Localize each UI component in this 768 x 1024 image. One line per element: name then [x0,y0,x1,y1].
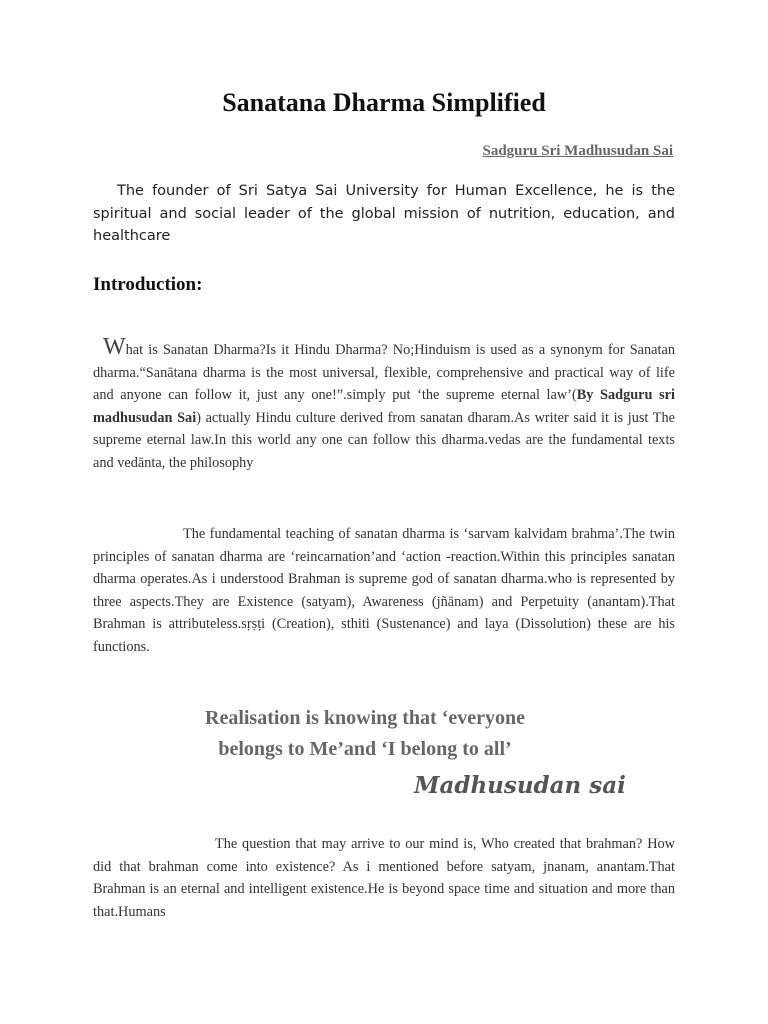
question-paragraph: The question that may arrive to our mind is, Who created that brahman? How did that brahman come into existence? As i mentioned before satyam, jnanam, anantam.That Brahman is an eternal and intelligent existence.He is beyond space time and situation and more than that.Humans [93,836,675,920]
quote-signature: Madhusudan sai [414,772,626,799]
drop-cap: W [103,334,126,360]
quote-block [150,703,580,765]
document-title: Sanatana Dharma Simplified [222,88,546,117]
intro-text-start: hat is Sanatan Dharma?Is it Hindu Dharma? No;Hinduism is used as a synonym for Sanatan dharma.“Sanātana dharma is the most universal, flexible, comprehensive and practical way of life and anyone can follow it, just any one!”.simply put ‘the supreme eternal law’( [93,342,675,403]
intro-text-end: ) actually Hindu culture derived from sanatan dharam.As writer said it is just The supreme eternal law.In this world any one can follow this dharma.vedas are the fundamental texts and vedānta, the philosophy [93,409,676,471]
introduction-paragraph [93,336,675,474]
author-name: Sadguru Sri Madhusudan Sai [482,143,673,159]
quote-line-1: Realisation is knowing that ‘everyone [205,707,525,729]
founder-paragraph: The founder of Sri Satya Sai University for Human Excellence, he is the spiritual and social leader of the global mission of nutrition, education, and healthcare [93,183,675,244]
intro-bold-text: By Sadguru sri madhusudan Sai [93,387,675,426]
teaching-paragraph: The fundamental teaching of sanatan dharma is ‘sarvam kalvidam brahma’.The twin principles of sanatan dharma are ‘reincarnation’and ‘action -reaction.Within this principles sanatan dharma operates.As i understood Brahman is supreme god of sanatan dharma.who is represented by three aspects.They are Existence (satyam), Awareness (jñānam) and Perpetuity (anantam).That Brahman is attributeless.sṛṣṭi (Creation), sthiti (Sustenance) and laya (Dissolution) these are his functions. [93,526,675,655]
introduction-heading: Introduction: [93,274,203,295]
quote-line-2: belongs to Me’and ‘I belong to all’ [218,738,512,760]
